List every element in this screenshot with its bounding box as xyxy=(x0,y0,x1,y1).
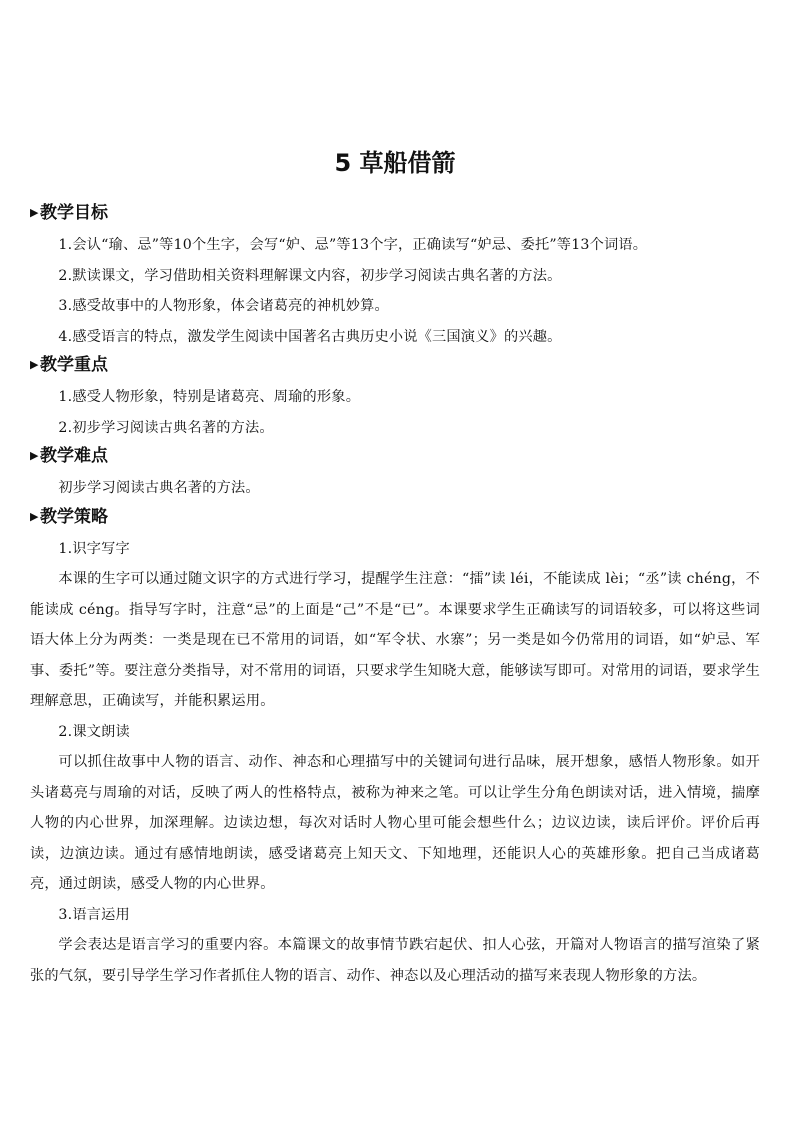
triangle-bullet-icon: ▶ xyxy=(30,449,39,462)
strategy-paragraph: 学会表达是语言学习的重要内容。本篇课文的故事情节跌宕起伏、扣人心弦，开篇对人物语言的描写渲染了紧张的气氛，要引导学生学习作者抓住人物的语言、动作、神态以及心理活动的描写来表现人物形象的方法。 xyxy=(30,937,760,984)
section-heading-strategies xyxy=(30,504,760,530)
triangle-bullet-icon: ▶ xyxy=(30,509,39,523)
section-heading-label: 教学重点 xyxy=(40,355,108,375)
triangle-bullet-icon: ▶ xyxy=(30,358,39,371)
goal-item: 2.默读课文，学习借助相关资料理解课文内容，初步学习阅读古典名著的方法。 xyxy=(58,267,562,284)
goal-item: 3.感受故事中的人物形象，体会诸葛亮的神机妙算。 xyxy=(58,298,389,314)
strategy-subtitle: 2.课文朗读 xyxy=(58,723,130,740)
section-heading-label: 教学目标 xyxy=(40,203,108,223)
strategy-paragraph: 可以抓住故事中人物的语言、动作、神态和心理描写中的关键词句进行品味，展开想象，感悟人物形象。如开头诸葛亮与周瑜的对话，反映了两人的性格特点，被称为神来之笔。可以让学生分角色朗读对话，进入情境，揣摩人物的内心世界，加深理解。边读边想，每次对话时人物心里可能会想些什么；边议边读，读后评价。评价后再读，边演边读。通过有感情地朗读，感受诸葛亮上知天文、下知地理，还能识人心的英雄形象。把自己当成诸葛亮，通过朗读，感受人物的内心世界。 xyxy=(30,754,760,892)
strategy-paragraph: 本课的生字可以通过随文识字的方式进行学习，提醒学生注意：“擂”读 léi，不能读成 lèi；“丞”读 chéng，不能读成 céng。指导写字时，注意“忌”的上面是“己”不是“已”。本课要求学生正确读写的词语较多，可以将这些词语大体上分为两类：一类是现在已不常用的词语，如“军令状、水寨”；另一类是如今仍常用的词语，如“妒忌、军事、委托”等。要注意分类指导，对不常用的词语，只要求学生知晓大意，能够读写即可。对常用的词语，要求学生理解意思，正确读写，并能积累运用。 xyxy=(30,571,760,709)
page-title: 5 草船借箭 xyxy=(334,149,456,177)
goal-item: 1.会认“瑜、忌”等10个生字，会写“妒、忌”等13个字，正确读写“妒忌、委托”等13个词语。 xyxy=(58,237,648,253)
document-page xyxy=(30,0,760,1123)
document-content xyxy=(30,200,760,991)
section-heading-label: 教学难点 xyxy=(40,446,108,466)
strategy-subtitle: 1.识字写字 xyxy=(58,540,130,557)
section-heading-difficulties xyxy=(30,443,760,469)
difficulty-item: 初步学习阅读古典名著的方法。 xyxy=(58,480,260,496)
key-point-item: 1.感受人物形象，特别是诸葛亮、周瑜的形象。 xyxy=(58,389,361,405)
section-heading-label: 教学策略 xyxy=(40,506,108,527)
key-point-item: 2.初步学习阅读古典名著的方法。 xyxy=(58,419,274,436)
triangle-bullet-icon: ▶ xyxy=(30,206,39,219)
strategy-subtitle: 3.语言运用 xyxy=(58,906,130,923)
section-heading-goals xyxy=(30,200,760,226)
goal-item: 4.感受语言的特点，激发学生阅读中国著名古典历史小说《三国演义》的兴趣。 xyxy=(58,328,562,345)
section-heading-key-points xyxy=(30,352,760,378)
